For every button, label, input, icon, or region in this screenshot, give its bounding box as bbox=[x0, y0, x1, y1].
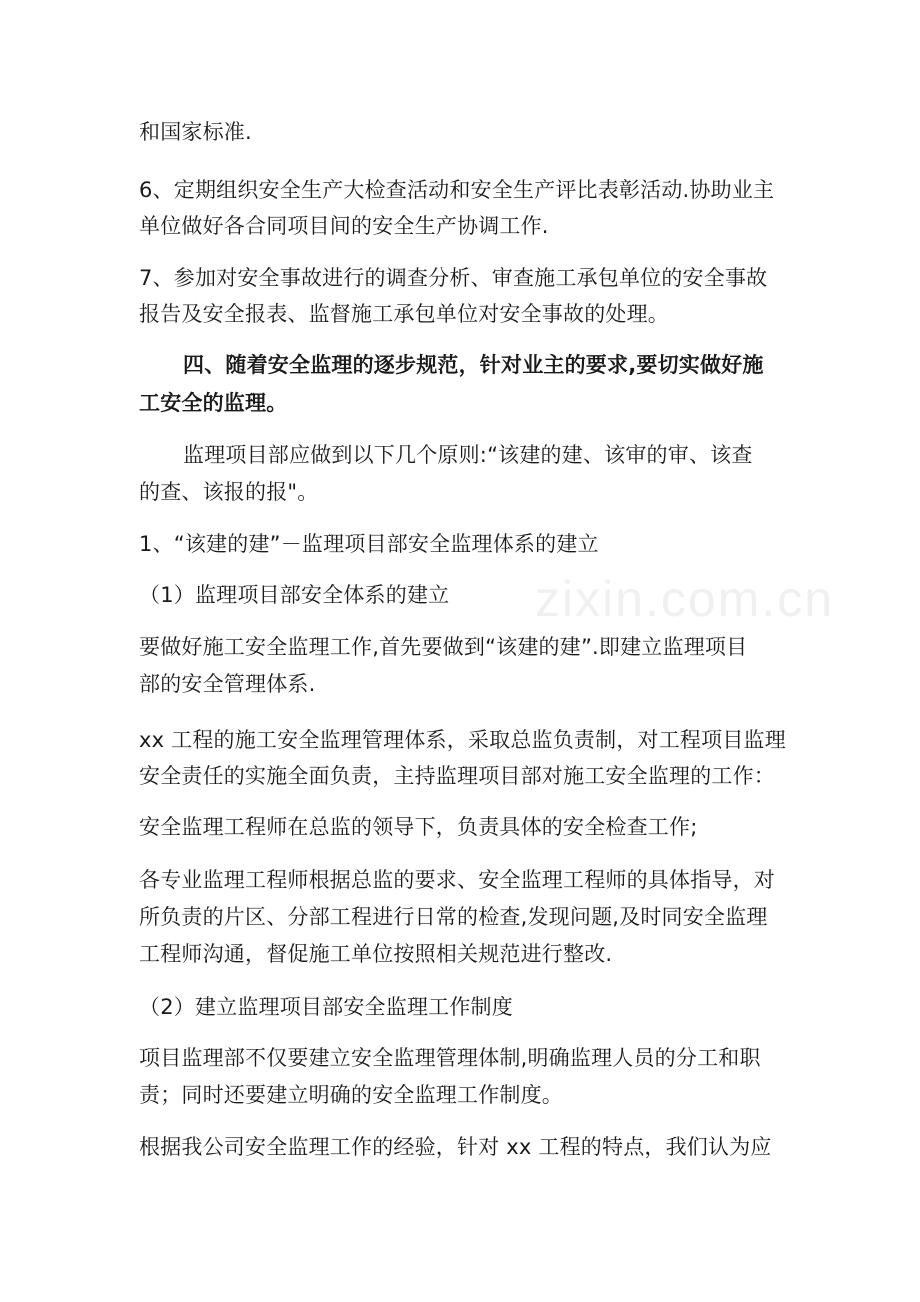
text-line: 报告及安全报表、监督施工承包单位对安全事故的处理。 bbox=[139, 302, 669, 326]
text-line: 单位做好各合同项目间的安全生产协调工作. bbox=[139, 214, 549, 238]
text-line: 安全监理工程师在总监的领导下，负责具体的安全检查工作; bbox=[139, 815, 698, 839]
text-line: 7、参加对安全事故进行的调查分析、审查施工承包单位的安全事故 bbox=[139, 266, 768, 290]
section-heading: 工安全的监理。 bbox=[139, 391, 288, 415]
text-line: 的查、该报的报"。 bbox=[139, 480, 319, 504]
text-line: xx 工程的施工安全监理管理体系，采取总监负责制，对工程项目监理 bbox=[139, 728, 786, 752]
text-line: 责；同时还要建立明确的安全监理工作制度。 bbox=[139, 1083, 563, 1107]
text-line: 要做好施工安全监理工作,首先要做到“该建的建”.即建立监理项目 bbox=[139, 635, 748, 659]
text-line: 所负责的片区、分部工程进行日常的检查,发现问题,及时同安全监理 bbox=[139, 905, 768, 929]
text-line: 工程师沟通，督促施工单位按照相关规范进行整改. bbox=[139, 942, 613, 966]
text-line: 6、定期组织安全生产大检查活动和安全生产评比表彰活动.协助业主 bbox=[139, 178, 775, 202]
text-line: 根据我公司安全监理工作的经验，针对 xx 工程的特点，我们认为应 bbox=[139, 1135, 772, 1159]
text-line: 和国家标准. bbox=[139, 120, 252, 144]
section-heading: 四、随着安全监理的逐步规范，针对业主的要求,要切实做好施 bbox=[183, 353, 764, 377]
text-line: 部的安全管理体系. bbox=[139, 672, 316, 696]
text-line: 安全责任的实施全面负责，主持监理项目部对施工安全监理的工作： bbox=[139, 764, 775, 788]
subheading: （1）监理项目部安全体系的建立 bbox=[139, 583, 450, 607]
text-line: 监理项目部应做到以下几个原则:“该建的建、该审的审、该查 bbox=[183, 443, 753, 467]
subheading: 1、“该建的建”－监理项目部安全监理体系的建立 bbox=[139, 532, 599, 556]
text-line: 各专业监理工程师根据总监的要求、安全监理工程师的具体指导，对 bbox=[139, 868, 775, 892]
watermark: zixin.com.cn bbox=[535, 571, 835, 627]
text-line: 项目监理部不仅要建立安全监理管理体制,明确监理人员的分工和职 bbox=[139, 1046, 761, 1070]
subheading: （2）建立监理项目部安全监理工作制度 bbox=[139, 995, 513, 1019]
